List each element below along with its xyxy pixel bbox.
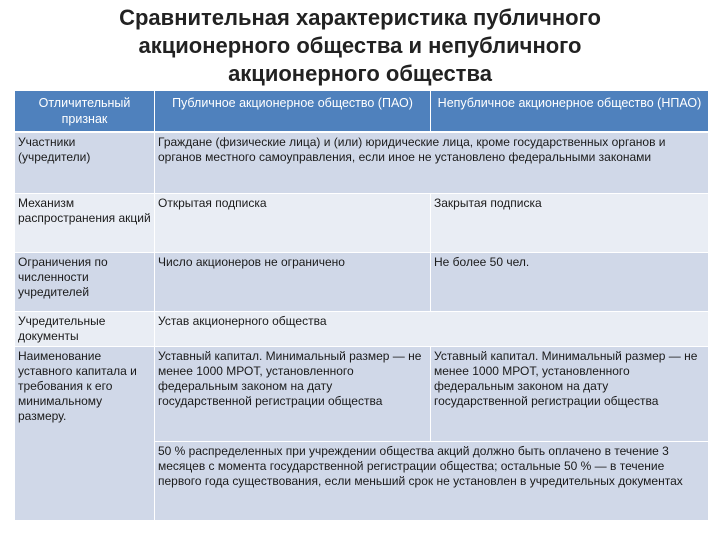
npao-cell: Уставный капитал. Минимальный размер — не менее 1000 МРОТ, установленного федеральным законом на дату государственной регистрации общества <box>431 347 709 442</box>
title-line-2: акционерного общества и непубличного <box>138 33 582 58</box>
npao-cell: Не более 50 чел. <box>431 253 709 312</box>
row-label: Учредительные документы <box>15 312 155 347</box>
table-row-distribution <box>15 194 709 253</box>
title-line-3: акционерного общества <box>228 61 492 86</box>
slide-title <box>60 4 660 88</box>
merged-cell: Устав акционерного общества <box>155 312 709 347</box>
header-pao: Публичное акционерное общество (ПАО) <box>155 91 431 133</box>
table-row-limits <box>15 253 709 312</box>
row-label: Наименование уставного капитала и требования к его минимальному размеру. <box>15 347 155 521</box>
comparison-table <box>14 90 709 521</box>
row-label: Механизм распространения акций <box>15 194 155 253</box>
merged-cell: Граждане (физические лица) и (или) юридические лица, кроме государственных органов и органов местного самоуправления, если иное не установлено федеральными законами <box>155 132 709 194</box>
table-row-capital <box>15 347 709 442</box>
title-line-1: Сравнительная характеристика публичного <box>119 5 601 30</box>
merged-cell: 50 % распределенных при учреждении общества акций должно быть оплачено в течение 3 месяцев с момента государственной регистрации общества; остальные 50 % — в течение первого года существования, если меньший срок не установлен в учредительных документах <box>155 442 709 521</box>
pao-cell: Уставный капитал. Минимальный размер — не менее 1000 МРОТ, установленного федеральным законом на дату государственной регистрации общества <box>155 347 431 442</box>
header-feature: Отличительный признак <box>15 91 155 133</box>
table-row-documents <box>15 312 709 347</box>
table-header-row <box>15 91 709 133</box>
table-row-participants <box>15 132 709 194</box>
row-label: Участники (учредители) <box>15 132 155 194</box>
header-npao: Непубличное акционерное общество (НПАО) <box>431 91 709 133</box>
row-label: Ограничения по численности учредителей <box>15 253 155 312</box>
pao-cell: Число акционеров не ограничено <box>155 253 431 312</box>
pao-cell: Открытая подписка <box>155 194 431 253</box>
npao-cell: Закрытая подписка <box>431 194 709 253</box>
